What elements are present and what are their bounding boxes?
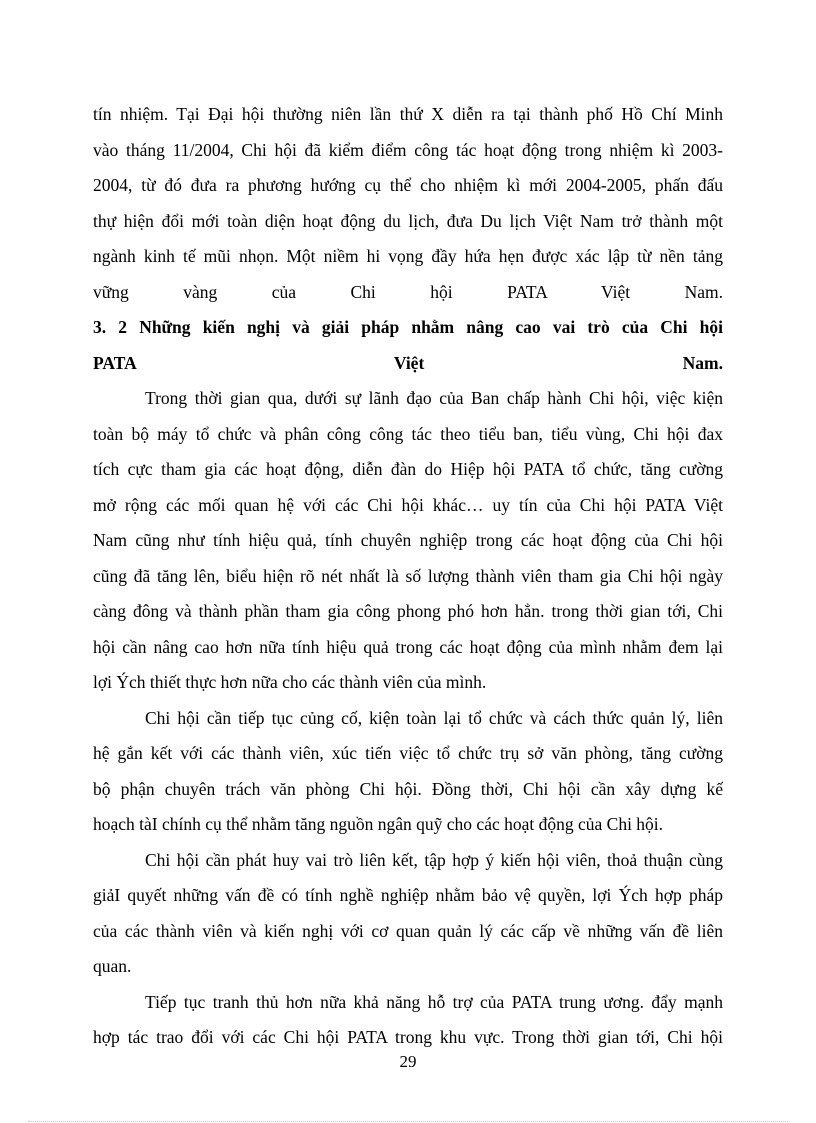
body-text bbox=[93, 97, 723, 1056]
paragraph-first-line: Trong thời gian qua, dưới sự lãnh đạo của Ban chấp hành Chi hội, việc kiện bbox=[145, 388, 723, 408]
paragraph-first-line: Tiếp tục tranh thủ hơn nữa khả năng hỗ trợ của PATA trung ương. đẩy mạnh bbox=[145, 991, 723, 1012]
section-heading-line: PATA Việt Nam. bbox=[93, 352, 723, 373]
text-line: tín nhiệm. Tại Đại hội thường niên lần thứ X diễn ra tại thành phố Hồ Chí Minh bbox=[93, 104, 723, 124]
paragraph-last-line: quan. bbox=[93, 956, 132, 976]
text-line: tích cực tham gia các hoạt động, diễn đàn do Hiệp hội PATA tổ chức, tăng cường bbox=[93, 459, 723, 479]
text-line: hội cần nâng cao hơn nữa tính hiệu quả trong các hoạt động của mình nhằm đem lại bbox=[93, 636, 723, 657]
text-line: ngành kinh tế mũi nhọn. Một niềm hi vọng đầy hứa hẹn được xác lập từ nền tảng bbox=[93, 246, 723, 266]
text-line: toàn bộ máy tổ chức và phân công công tác theo tiểu ban, tiểu vùng, Chi hội đax bbox=[93, 423, 723, 444]
page-number: 29 bbox=[399, 1052, 417, 1071]
paragraph-last-line: hoạch tàI chính cụ thể nhằm tăng nguồn ngân quỹ cho các hoạt động của Chi hội. bbox=[93, 814, 664, 834]
text-line: 2004, từ đó đưa ra phương hướng cụ thể cho nhiệm kì mới 2004-2005, phấn đấu bbox=[93, 175, 723, 195]
text-line: hệ gắn kết với các thành viên, xúc tiến việc tổ chức trụ sở văn phòng, tăng cường bbox=[93, 743, 723, 763]
text-line: của các thành viên và kiến nghị với cơ quan quản lý các cấp về những vấn đề liên bbox=[93, 920, 723, 941]
text-line: vào tháng 11/2004, Chi hội đã kiểm điểm công tác hoạt động trong nhiệm kì 2003- bbox=[93, 139, 723, 160]
text-line: vững vàng của Chi hội PATA Việt Nam. bbox=[93, 281, 723, 302]
section-heading-line: 3. 2 Những kiến nghị và giải pháp nhằm nâng cao vai trò của Chi hội bbox=[93, 317, 723, 337]
footer-divider bbox=[28, 1121, 788, 1122]
paragraph-first-line: Chi hội cần tiếp tục củng cố, kiện toàn lại tổ chức và cách thức quản lý, liên bbox=[145, 707, 723, 728]
paragraph-last-line: lợi Ých thiết thực hơn nữa cho các thành viên của mình. bbox=[93, 672, 487, 692]
text-line: mở rộng các mối quan hệ với các Chi hội khác… uy tín của Chi hội PATA Việt bbox=[93, 494, 723, 515]
text-line: giảI quyết những vấn đề có tính nghề nghiệp nhằm bảo vệ quyền, lợi Ých hợp pháp bbox=[93, 885, 723, 905]
paragraph-first-line: Chi hội cần phát huy vai trò liên kết, tập hợp ý kiến hội viên, thoả thuận cùng bbox=[145, 849, 723, 870]
text-line: càng đông và thành phần tham gia công phong phó hơn hẳn. trong thời gian tới, Chi bbox=[93, 601, 723, 621]
text-line: hợp tác trao đổi với các Chi hội PATA trong khu vực. Trong thời gian tới, Chi hội bbox=[93, 1027, 723, 1047]
text-line: bộ phận chuyên trách văn phòng Chi hội. Đồng thời, Chi hội cần xây dựng kế bbox=[93, 778, 723, 799]
text-line: Nam cũng như tính hiệu quả, tính chuyên nghiệp trong các hoạt động của Chi hội bbox=[93, 530, 723, 550]
text-line: cũng đã tăng lên, biểu hiện rõ nét nhất là số lượng thành viên tham gia Chi hội ngày bbox=[93, 565, 723, 586]
text-line: thự hiện đổi mới toàn diện hoạt động du lịch, đưa Du lịch Việt Nam trở thành một bbox=[93, 210, 723, 231]
